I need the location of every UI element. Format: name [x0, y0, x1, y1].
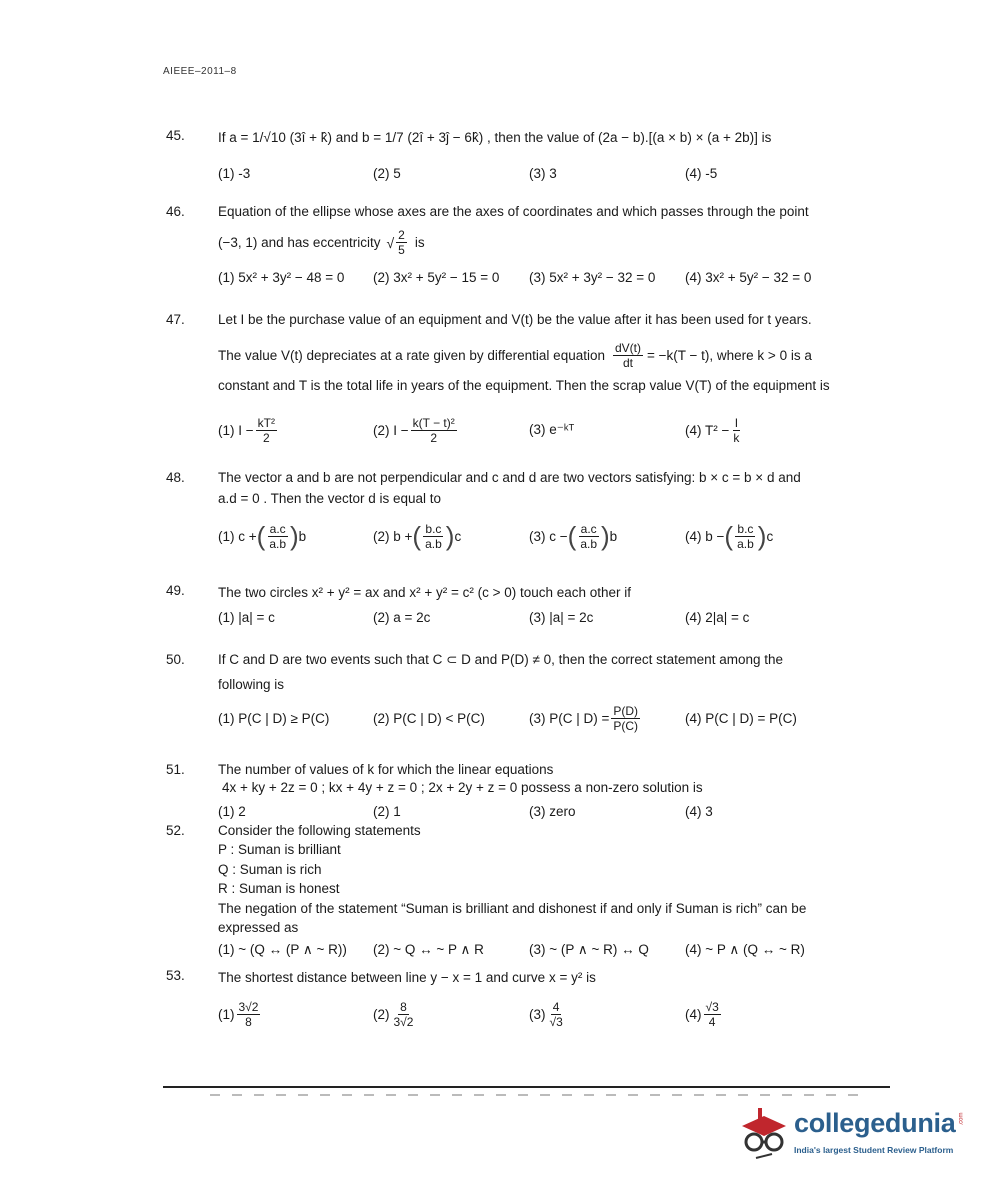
question-number: 51.: [166, 762, 185, 777]
option-1-prefix: (1) I −: [218, 422, 254, 438]
option-1: (1) P(C | D) ≥ P(C): [218, 710, 330, 726]
option-4-fraction: [731, 416, 741, 445]
option-2-prefix: (2): [373, 1006, 390, 1022]
option-3: (3) zero: [529, 803, 576, 819]
left-paren: (: [567, 521, 577, 551]
option-3: [529, 514, 617, 558]
denominator: 4: [708, 1014, 716, 1029]
option-3: (3) 3: [529, 165, 557, 181]
footer-faint-text: [210, 1094, 860, 1096]
denominator: P(C): [613, 718, 639, 733]
question-number: 47.: [166, 312, 185, 327]
numerator: a.c: [269, 521, 286, 536]
question-text-line-1: The number of values of k for which the linear equations: [218, 762, 554, 777]
option-4-fraction: [735, 522, 756, 551]
denominator: 2: [430, 430, 438, 445]
numerator: k(T − t)²: [412, 415, 455, 430]
question-text-line-1: Equation of the ellipse whose axes are the axes of coordinates and which passes through the point: [218, 204, 809, 219]
option-4: [685, 992, 723, 1036]
logo-name: collegedunia: [794, 1108, 956, 1138]
option-4-prefix: (4) T² −: [685, 422, 730, 438]
question-text-line-6: expressed as: [218, 920, 299, 935]
option-2-fraction: [411, 416, 457, 445]
question-48: [166, 470, 896, 570]
option-3-fraction: [578, 522, 599, 551]
denominator: a.b: [425, 536, 442, 551]
left-paren: (: [412, 521, 422, 551]
options: [218, 992, 896, 1036]
question-number: 49.: [166, 583, 185, 598]
option-3: (3) ~ (P ∧ ~ R) ↔ Q: [529, 942, 649, 957]
option-4-prefix: (4) b −: [685, 528, 725, 544]
left-paren: (: [724, 521, 734, 551]
option-1: [218, 992, 262, 1036]
option-4-prefix: (4): [685, 1006, 702, 1022]
numerator: P(D): [613, 703, 639, 718]
question-number: 48.: [166, 470, 185, 485]
question-text-line-1: If C and D are two events such that C ⊂ D and P(D) ≠ 0, then the correct statement among the: [218, 652, 783, 667]
options: [218, 698, 896, 738]
footer-divider: [163, 1086, 890, 1088]
option-1: [218, 410, 279, 450]
option-4-suffix: c: [766, 528, 774, 544]
question-number: 50.: [166, 652, 185, 667]
question-number: 46.: [166, 204, 185, 219]
question-text: If a = 1/√10 (3î + k̂) and b = 1/7 (2î + 3ĵ − 6k̂) , then the value of (2a − b).[(a × b) × (a + 2b)] is: [218, 130, 772, 145]
logo-suffix: .com: [958, 1112, 965, 1126]
right-paren: ): [601, 521, 610, 551]
option-3: [529, 698, 642, 738]
denominator: 8: [245, 1014, 252, 1029]
option-4: (4) ~ P ∧ (Q ↔ ~ R): [685, 942, 805, 957]
option-1: (1) ~ (Q ↔ (P ∧ ~ R)): [218, 942, 347, 957]
right-paren: ): [757, 521, 767, 551]
logo-tagline: India's largest Student Review Platform: [794, 1145, 954, 1155]
denominator: a.b: [580, 536, 597, 551]
option-1-prefix: (1): [218, 1006, 235, 1022]
option-1: (1) 2: [218, 803, 246, 819]
option-1: [218, 514, 306, 558]
options: [218, 796, 896, 826]
eccentricity-suffix: is: [414, 235, 425, 250]
question-text-line-2: a.d = 0 . Then the vector d is equal to: [218, 491, 442, 506]
denominator: k: [733, 430, 740, 445]
option-2: [373, 992, 417, 1036]
option-1-fraction: [237, 1000, 261, 1029]
options: [218, 600, 896, 634]
option-4: (4) 3x² + 5y² − 32 = 0: [685, 269, 812, 285]
question-text-line-2: [218, 340, 896, 370]
question-47: [166, 312, 896, 452]
option-1: (1) |a| = c: [218, 609, 275, 625]
option-2-fraction: [423, 522, 444, 551]
question-text-line-1: Let I be the purchase value of an equipment and V(t) be the value after it has been used for t years.: [218, 312, 812, 327]
options: [218, 514, 896, 558]
question-text-line-1: The vector a and b are not perpendicular and c and d are two vectors satisfying: b × c = b × d and: [218, 470, 801, 485]
option-4: (4) -5: [685, 165, 718, 181]
collegedunia-logo[interactable]: [736, 1104, 966, 1170]
eccentricity-denominator: 5: [398, 243, 405, 257]
denominator: a.b: [737, 536, 754, 551]
eccentricity-fraction: [396, 228, 407, 257]
option-3-fraction: [548, 1000, 565, 1029]
option-3-prefix: (3) c −: [529, 528, 568, 544]
question-number: 45.: [166, 128, 185, 143]
question-number: 53.: [166, 968, 185, 983]
numerator: a.c: [580, 521, 597, 536]
option-1: (1) 5x² + 3y² − 48 = 0: [218, 269, 345, 285]
options: [218, 410, 896, 450]
question-text-line-2: 4x + ky + 2z = 0 ; kx + 4y + z = 0 ; 2x + 2y + z = 0 possess a non-zero solution is: [222, 780, 703, 795]
option-2-fraction: [392, 1000, 416, 1029]
statement-p: P : Suman is brilliant: [218, 842, 341, 857]
eccentricity-prefix: (−3, 1) and has eccentricity: [218, 235, 381, 250]
derivative-denominator: dt: [623, 355, 634, 370]
option-2: (2) ~ Q ↔ ~ P ∧ R: [373, 942, 484, 957]
option-4: (4) 2|a| = c: [685, 609, 750, 625]
denominator: a.b: [269, 536, 286, 551]
option-1-prefix: (1) c +: [218, 528, 257, 544]
option-2: (2) 5: [373, 165, 401, 181]
numerator: 3√2: [238, 999, 259, 1014]
option-3-fraction: [611, 704, 640, 733]
option-2: (2) 1: [373, 803, 401, 819]
graduate-icon: [736, 1104, 792, 1164]
option-3: (3) 5x² + 3y² − 32 = 0: [529, 269, 656, 285]
page-header: AIEEE–2011–8: [163, 66, 237, 77]
option-3-prefix: (3) P(C | D) =: [529, 710, 610, 726]
options: [218, 260, 896, 294]
option-2: (2) a = 2c: [373, 609, 431, 625]
option-3: [529, 992, 567, 1036]
question-46: [166, 204, 896, 294]
options: [218, 933, 896, 967]
option-3: (3) e⁻ᵏᵀ: [529, 422, 575, 437]
question-52: [166, 823, 896, 963]
option-3: (3) |a| = 2c: [529, 609, 594, 625]
question-text: The two circles x² + y² = ax and x² + y² = c² (c > 0) touch each other if: [218, 585, 632, 600]
option-2-prefix: (2) b +: [373, 528, 413, 544]
sqrt-sign: √: [386, 234, 395, 251]
option-4: (4) P(C | D) = P(C): [685, 710, 797, 726]
question-text-line-5: The negation of the statement “Suman is brilliant and dishonest if and only if Suman is rich” can be: [218, 901, 807, 916]
line-2-prefix: The value V(t) depreciates at a rate given by differential equation: [218, 347, 605, 363]
question-text-line-2: following is: [218, 677, 285, 692]
numerator: 4: [552, 999, 560, 1014]
question-53: [166, 968, 896, 1038]
question-number: 52.: [166, 823, 185, 838]
option-2-prefix: (2) I −: [373, 422, 409, 438]
option-2: (2) 3x² + 5y² − 15 = 0: [373, 269, 500, 285]
line-2-suffix: = −k(T − t), where k > 0 is a: [647, 347, 812, 363]
numerator: kT²: [257, 415, 275, 430]
question-50: [166, 652, 896, 742]
question-45: [166, 128, 896, 188]
option-1-fraction: [256, 416, 277, 445]
question-text-line-3: constant and T is the total life in years of the equipment. Then the scrap value V(T) of the equipment is: [218, 378, 830, 393]
option-4: [685, 410, 743, 450]
option-2: [373, 514, 461, 558]
options: [218, 156, 896, 190]
question-text-line-1: Consider the following statements: [218, 823, 421, 838]
question-51: [166, 762, 896, 822]
right-paren: ): [445, 521, 455, 551]
statement-q: Q : Suman is rich: [218, 862, 322, 877]
option-2: [373, 410, 459, 450]
option-2: (2) P(C | D) < P(C): [373, 710, 485, 726]
numerator: b.c: [425, 521, 442, 536]
denominator: 2: [262, 430, 270, 445]
right-paren: ): [290, 521, 299, 551]
derivative-fraction: [613, 341, 643, 370]
denominator: 3√2: [393, 1014, 414, 1029]
option-1: (1) -3: [218, 165, 251, 181]
statement-r: R : Suman is honest: [218, 881, 340, 896]
option-4-fraction: [704, 1000, 721, 1029]
left-paren: (: [256, 521, 266, 551]
numerator: I: [734, 415, 739, 430]
numerator: 8: [400, 999, 407, 1014]
question-49: [166, 583, 896, 633]
question-text: The shortest distance between line y − x = 1 and curve x = y² is: [218, 970, 596, 985]
numerator: √3: [705, 999, 719, 1014]
question-text-line-2: [218, 228, 896, 257]
derivative-numerator: dV(t): [615, 340, 642, 355]
option-4: [685, 514, 773, 558]
eccentricity-numerator: 2: [398, 228, 405, 242]
numerator: b.c: [737, 521, 754, 536]
option-1-suffix: b: [298, 528, 307, 544]
denominator: √3: [549, 1014, 563, 1029]
option-4: (4) 3: [685, 803, 713, 819]
option-2-suffix: c: [454, 528, 462, 544]
option-3-prefix: (3): [529, 1006, 546, 1022]
option-1-fraction: [267, 522, 288, 551]
option-3-suffix: b: [609, 528, 618, 544]
